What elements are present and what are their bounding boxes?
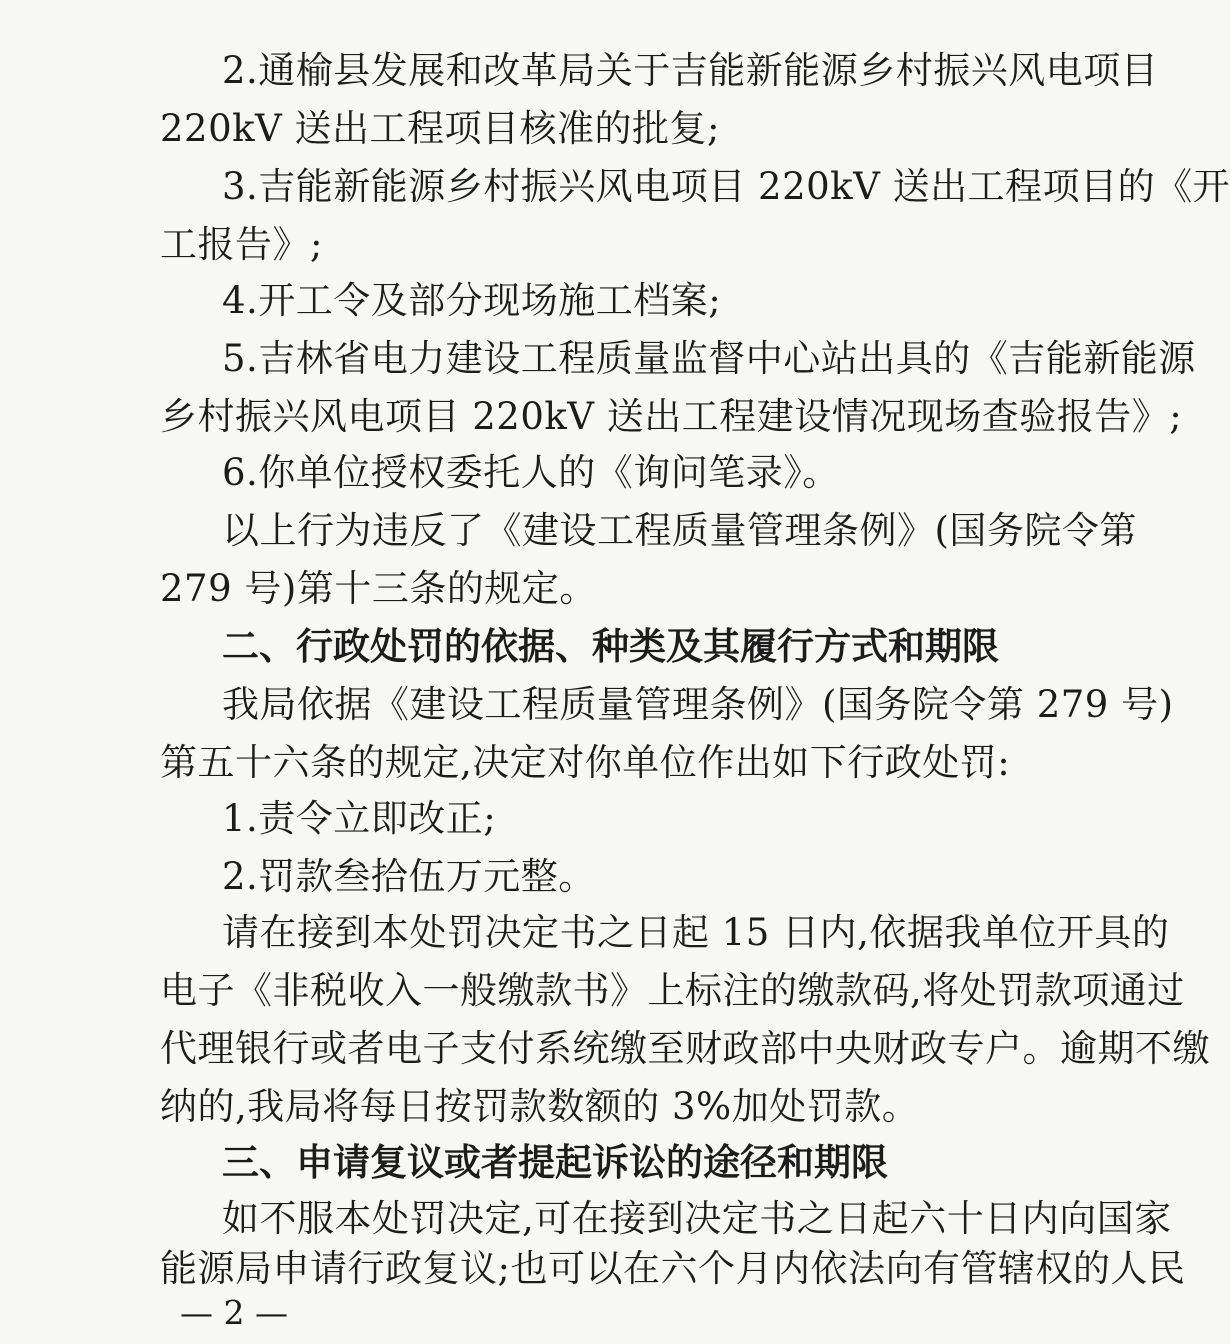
document-line: 4.开工令及部分现场施工档案; bbox=[222, 279, 722, 322]
document-line: 请在接到本处罚决定书之日起 15 日内,依据我单位开具的 bbox=[222, 911, 1170, 954]
document-line: 我局依据《建设工程质量管理条例》(国务院令第 279 号) bbox=[222, 683, 1174, 726]
document-line: 纳的,我局将每日按罚款数额的 3%加处罚款。 bbox=[160, 1085, 920, 1128]
document-line: 1.责令立即改正; bbox=[222, 797, 497, 840]
document-line: 第五十六条的规定,决定对你单位作出如下行政处罚: bbox=[160, 741, 1011, 784]
document-line: 5.吉林省电力建设工程质量监督中心站出具的《吉能新能源 bbox=[222, 337, 1196, 380]
document-line: 2.罚款叁拾伍万元整。 bbox=[222, 855, 596, 898]
document-line: 如不服本处罚决定,可在接到决定书之日起六十日内向国家 bbox=[222, 1197, 1172, 1240]
document-line: 电子《非税收入一般缴款书》上标注的缴款码,将处罚款项通过 bbox=[160, 969, 1185, 1012]
section-heading: 三、申请复议或者提起诉讼的途径和期限 bbox=[222, 1141, 888, 1184]
document-line: 工报告》; bbox=[160, 223, 323, 266]
page-number: — 2 — bbox=[180, 1293, 288, 1332]
document-line: 代理银行或者电子支付系统缴至财政部中央财政专户。逾期不缴 bbox=[160, 1027, 1210, 1070]
document-line: 3.吉能新能源乡村振兴风电项目 220kV 送出工程项目的《开 bbox=[222, 165, 1230, 208]
document-line: 能源局申请行政复议;也可以在六个月内依法向有管辖权的人民 bbox=[160, 1247, 1186, 1290]
document-line: 以上行为违反了《建设工程质量管理条例》(国务院令第 bbox=[222, 509, 1137, 552]
document-line: 乡村振兴风电项目 220kV 送出工程建设情况现场查验报告》; bbox=[160, 395, 1183, 438]
document-line: 279 号)第十三条的规定。 bbox=[160, 567, 597, 610]
section-heading: 二、行政处罚的依据、种类及其履行方式和期限 bbox=[222, 625, 999, 668]
document-line: 6.你单位授权委托人的《询问笔录》。 bbox=[222, 451, 840, 494]
document-line: 2.通榆县发展和改革局关于吉能新能源乡村振兴风电项目 bbox=[222, 49, 1159, 92]
document-line: 220kV 送出工程项目核准的批复; bbox=[160, 107, 720, 150]
